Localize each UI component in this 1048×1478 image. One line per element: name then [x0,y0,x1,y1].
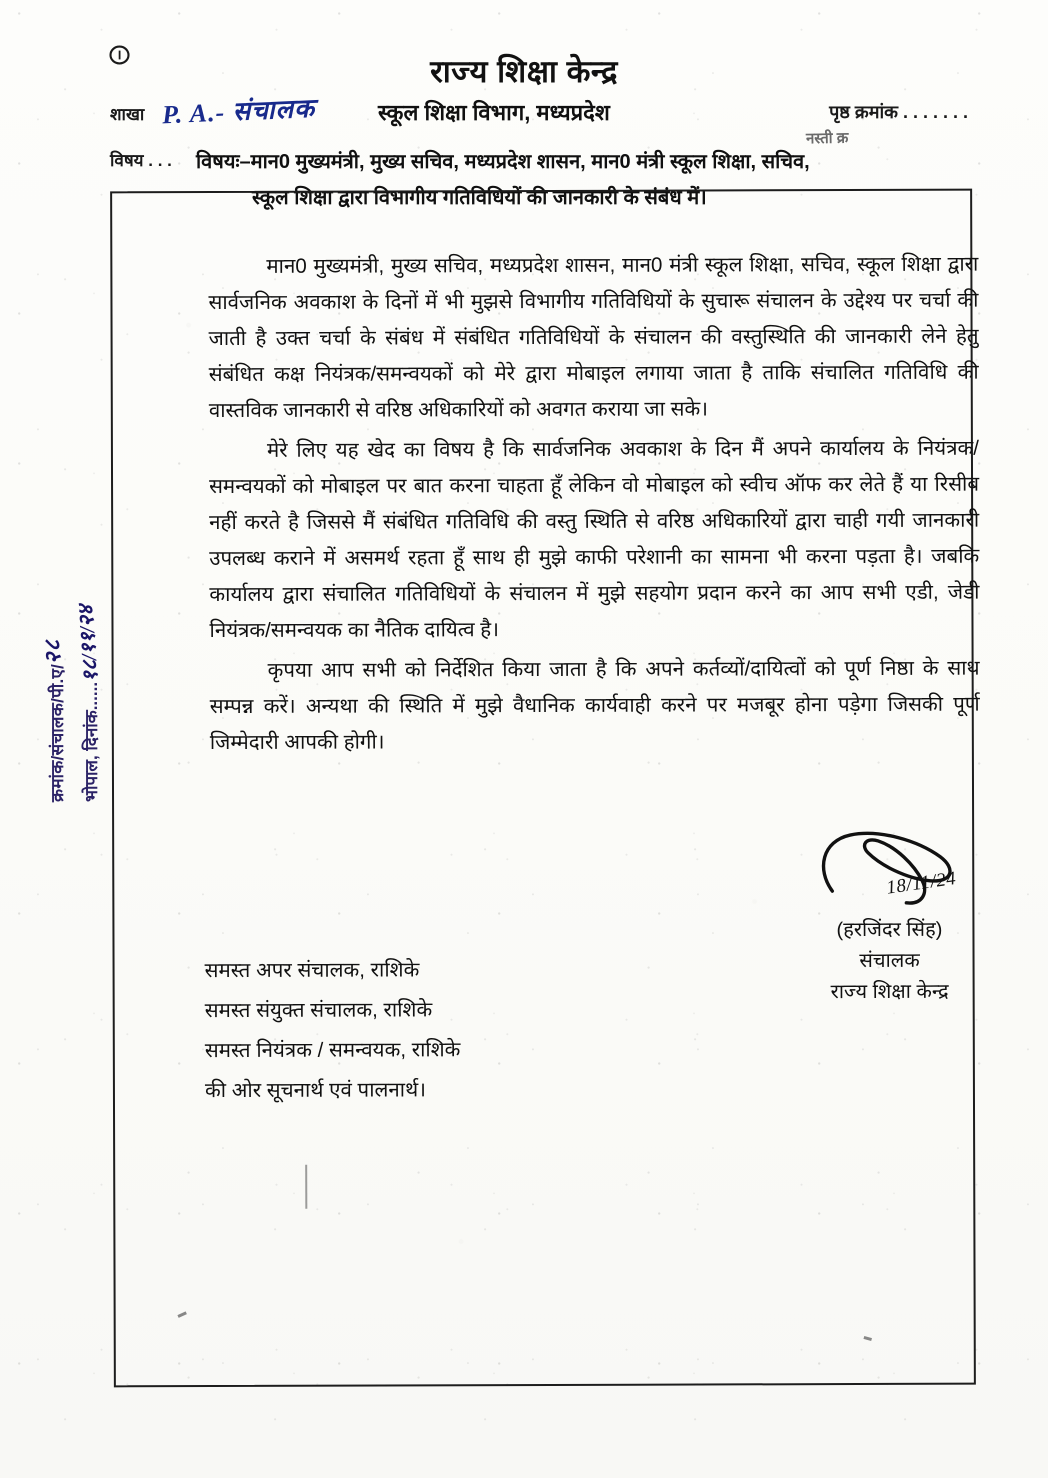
recipients-list [205,949,765,1111]
subject-line-1: विषयः–मान0 मुख्यमंत्री, मुख्य सचिव, मध्यप्रदेश शासन, मान0 मंत्री स्कूल शिक्षा, सचिव, [196,151,810,173]
page-number-label: पृष्ठ क्रमांक . . . . . . . [829,102,968,122]
file-number-overlay: नस्ती क्र [805,129,849,148]
body-paragraph-3: कृपया आप सभी को निर्देशित किया जाता है कि अपने कर्तव्यों/दायित्वों को पूर्ण निष्ठा के साथ सम्पन्न करें। अन्यथा की स्थिति में मुझे वैधानिक कार्यवाही करने पर मजबूर होना पड़ेगा जिसकी पूर्ण जिम्मेदारी आपकी होगी। [209,656,980,755]
stamp-serial-line [40,502,70,802]
left-margin-stamp [40,502,104,802]
recipient-forward-note: की ओर सूचनार्थ एवं पालनार्थ। [204,1078,426,1103]
body-paragraph-2: मेरे लिए यह खेद का विषय है कि सार्वजनिक अवकाश के दिन मैं अपने कार्यालय के नियंत्रक/समन्वयकों को मोबाइल पर बात करना चाहता हूँ लेकिन वो मोबाइल को स्वीच ऑफ कर लेते हैं या रिसीब नहीं करते है जिससे मैं संबंधित गतिविधि की वस्तु स्थिति से वरिष्ठ अधिकारियों द्वारा चाही गयी जानकारी उपलब्ध कराने में असमर्थ रहता हूँ साथ ही मुझे काफी परेशानी का सामना भी करना पड़ता है। जबकि कार्यालय द्वारा संचालित गतिविधियों के संचालन में मुझे सहयोग प्रदान करने का आप सभी एडी, जेडी नियंत्रक/समन्वयक का नैतिक दायित्व है। [209,436,980,643]
signatory-name: (हरजिंदर सिंह) [836,918,943,942]
branch-label: शाखा [110,105,145,124]
body-paragraph-1: मान0 मुख्यमंत्री, मुख्य सचिव, मध्यप्रदेश शासन, मान0 मंत्री स्कूल शिक्षा, सचिव, स्कूल शिक्षा द्वारा सार्वजनिक अवकाश के दिनों में भी मुझसे विभागीय गतिविधियों के सुचारू संचालन के उद्देश्य पर चर्चा की जाती है उक्त चर्चा के संबंध में संबंधित गतिविधियों के संचालन की वस्तुस्थिति की जानकारी लेने हेतु संबंधित कक्ष नियंत्रक/समन्वयकों को मेरे द्वारा मोबाइल लगाया जाता है ताकि संचालित गतिविधि की वास्तविक जानकारी से वरिष्ठ अधिकारियों को अवगत कराया जा सके। [208,252,979,423]
scan-artifact-speck [863,1336,872,1341]
stamp-date-line [73,502,104,802]
stamp-serial-handwritten: २८ [39,638,66,665]
recipient-item: समस्त संयुक्त संचालक, राशिके [204,998,433,1023]
stamp-serial-prefix: क्रमांक/संचालक/पी.ए/ [48,663,67,802]
recipient-item: समस्त नियंत्रक / समन्वयक, राशिके [204,1038,461,1063]
scan-artifact-speck [177,1311,186,1317]
signatory-organization: राज्य शिक्षा केन्द्र [830,980,949,1004]
recipient-item: समस्त अपर संचालक, राशिके [204,958,420,983]
letter-body [208,247,980,761]
signature-scribble [774,839,1004,914]
content-border-box [110,189,980,1388]
stamp-date-prefix: भोपाल, दिनांक...... [82,681,101,802]
subject-line-2: स्कूल शिक्षा द्वारा विभागीय गतिविधियों की जानकारी के संबंध में। [252,187,707,209]
organization-title: राज्य शिक्षा केन्द्र [430,54,618,89]
signature-block [774,839,1005,1009]
scan-artifact-tick [305,1165,307,1209]
subject-label: विषय . . . [110,151,172,170]
header-row [110,93,1008,130]
department-line: स्कूल शिक्षा विभाग, मध्यप्रदेश [378,100,610,125]
stamp-date-handwritten: १८/११/२४ [73,604,103,683]
signatory-designation: संचालक [859,949,920,973]
branch-value-handwritten: P. A.- संचालक [161,93,316,130]
signature-date: 18/11/24 [885,867,958,899]
